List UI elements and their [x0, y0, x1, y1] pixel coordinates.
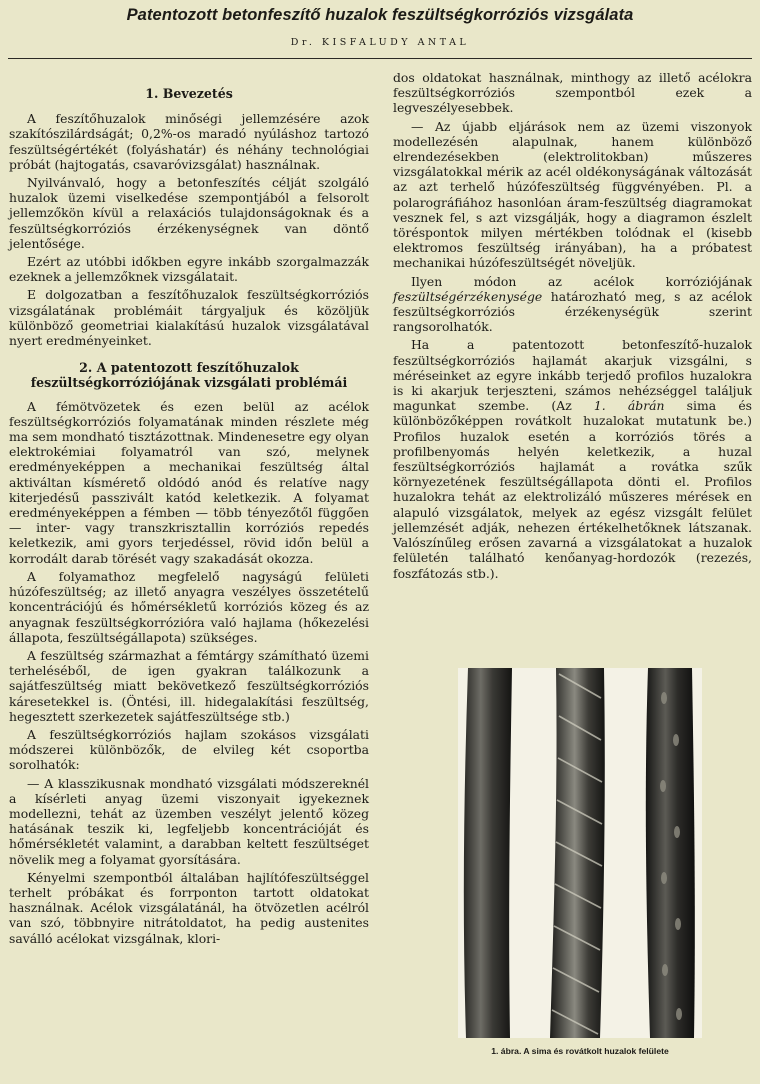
section-heading-line: 2. A patentozott feszítőhuzalok — [79, 360, 299, 376]
paragraph: E dolgozatban a feszítőhuzalok feszültségkorróziós vizsgálatának problémáit tárgyaljuk és közöljük különböző geometriai kialakítású huzalok vizsgálatával nyert eredményeinket. — [9, 287, 369, 349]
section-heading-introduction: 1. Bevezetés — [145, 86, 233, 101]
paragraph: A feszültségkorróziós hajlam szokásos vizsgálati módszerei különbözők, de elvileg két csoportba sorolhatók: — [9, 726, 369, 773]
paragraph-text: határozható meg, s az acélok feszültségkorróziós érzékenységük szerint rangsorolhatók. — [393, 288, 752, 335]
paragraph: A feszítőhuzalok minőségi jellemzésére azok szakítószilárdságát; 0,2%-os maradó nyúláshoz tartozó feszültségértékét (folyáshatár) és néhány technológiai próbát (hajtogatás, csavaróvizsgálat) használnak. — [9, 111, 369, 172]
paragraph: A fémötvözetek és ezen belül az acélok feszültségkorróziós folyamatának minden részlete még ma sem mondható tisztázottnak. Mindenesetre egy olyan elektrokémiai folyamatról van szó, melynek eredményeképpen a mechanikai feszültség által aktiváltan kísmérető oldódó anód és relatíve nagy kiterjedésű passzivált katód keletkezik. A folyamat eredményeképpen a fémben — több tényezőtől függően — inter- vagy transzkrisztallin korróziós repedés keletkezik, ami gyors terjedéssel, rövid időn belül a korrodált darab törését vagy szakadását okozza. — [9, 398, 369, 566]
paragraph: A folyamathoz megfelelő nagyságú felületi húzófeszültség; az illető anyagra veszélyes összetételű koncentrációjú és hőmérsékletű korróziós közeg és az anyagnak feszültségkorrózióra való hajlama (hőkezelési állapota, feszültségállapota) szükséges. — [9, 568, 369, 645]
paragraph: dos oldatokat használnak, minthogy az illető acélokra feszültségkorróziós szempontból ezek a legveszélyesebbek. — [393, 70, 752, 116]
paragraph — [393, 274, 752, 335]
section-heading-line: feszültségkorróziójának vizsgálati problémái — [30, 375, 348, 391]
paragraph: — A klasszikusnak mondható vizsgálati módszereknél a kísérleti anyag üzemi viszonyait igyekeznek modellezni, tehát az üzemben veszélyt jelentő közeg hatásának teszik ki, legfeljebb koncentrációját és hőmérsékletét valamint, a darabban keltett feszültséget növelik meg a folyamat gyorsítására. — [9, 775, 369, 867]
article-title: Patentozott betonfeszítő huzalok feszültségkorróziós vizsgálata — [126, 6, 634, 24]
section-heading-problems — [9, 360, 369, 390]
smooth-wire — [464, 668, 512, 1038]
notched-wire — [646, 668, 695, 1038]
paragraph-text: sima és különbözőképpen rovátkolt huzalokat mutatunk be.) Profilos huzalok esetén a korróziós törés a profilbenyomás helyén keletkezik, a huzal feszültségkorróziós hajlamát a rovátka szűk környezetének feszültségállapota dönti el. Profilos huzalokra tehát az elektrolizáló műszeres mérések en alapuló vizsgálatok, melyek az egész vizsgált felület jellemzését adják, nehezen értékelhetőknek látszanak. Valószínűleg erősen zavarná a vizsgálatokat a huzalok felületén található kenőanyag-hordozók (rezezés, foszfátozás stb.). — [393, 398, 753, 581]
paragraph-text: Ha a patentozott betonfeszítő-huzalok feszültségkorróziós hajlamát akarjuk vizsgálni, s méréseinket az egyre inkább terjedő profilos huzalokra is ki akarjuk terjeszteni, számos nehézséggel találjuk magunkat szembe. (Az — [393, 337, 752, 414]
right-column — [393, 70, 752, 584]
title-divider — [8, 58, 752, 59]
paragraph-text: Ilyen módon az acélok korróziójának — [411, 273, 752, 289]
article-author: Dr. KISFALUDY ANTAL — [290, 37, 470, 48]
left-column — [9, 70, 369, 949]
paragraph: A feszültség származhat a fémtárgy számítható üzemi terheléséből, de igen gyakran találkozunk a sajátfeszültség miatt bekövetkező feszültségkorróziós káresetekkel is. (Öntési, ill. hidegalakítási feszültség, hegesztett szerkezetek sajátfeszültsége stb.) — [9, 647, 369, 724]
paragraph: — Az újabb eljárások nem az üzemi viszonyok modellezésén alapulnak, hanem különböző elrendezésekben (elektrolitokban) műszeres vizsgálatokkal mérik az acél oldékonyságának változását az azt terhelő húzófeszültség függvényében. Pl. a polarográfiához hasonlóan áram-feszültség diagramokat vesznek fel, s azt vizsgálják, hogy a diagramon észlelt töréspontok milyen mértékben tolódnak el (kisebb elektromos feszültség irányában), ha a próbatest mechanikai húzófeszültségét növeljük. — [393, 118, 752, 271]
paragraph: Nyilvánvaló, hogy a betonfeszítés célját szolgáló huzalok üzemi viselkedése szempontjából a felsorolt jellemzőkön kívül a relaxációs tulajdonságoknak és a feszültségkorróziós érzékenységnek van döntő jelentősége. — [9, 175, 369, 251]
paragraph: Ezért az utóbbi időkben egyre inkább szorgalmazzák ezeknek a jellemzőknek vizsgálatait. — [9, 254, 369, 285]
emphasis-text: feszültségérzékenysége — [393, 288, 543, 304]
figure-wire-photo — [458, 668, 702, 1038]
figure-caption: 1. ábra. A sima és rovátkolt huzalok felülete — [491, 1046, 669, 1056]
emphasis-text: 1. ábrán — [593, 398, 665, 414]
paragraph — [393, 337, 752, 580]
paragraph: Kényelmi szempontból általában hajlítófeszültséggel terhelt próbákat és forrponton tartott oldatokat használnak. Acélok vizsgálatánál, ha ötvözetlen acélról van szó, többnyire nitrátoldatot, ha pedig austenites saválló acélokat vizsgálnak, klori- — [9, 869, 369, 946]
wire-photo-image — [458, 668, 702, 1038]
